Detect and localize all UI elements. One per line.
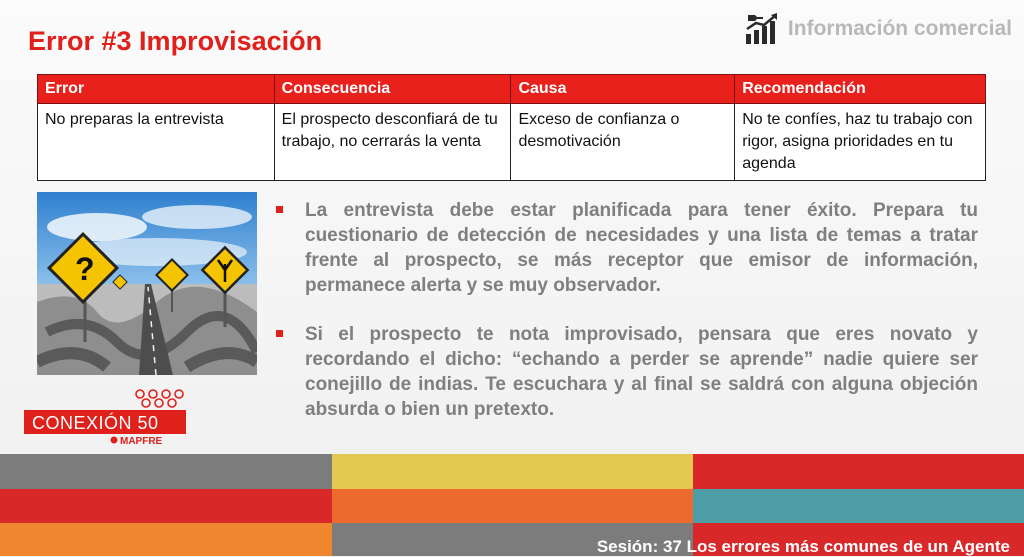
header-recomendacion: Recomendación — [735, 75, 986, 104]
footer-band-orange-light — [0, 523, 332, 556]
svg-text:?: ? — [75, 251, 95, 287]
bullet-square-icon — [276, 206, 283, 213]
table-header-row — [38, 75, 986, 104]
bullet-item — [276, 198, 978, 298]
bullet-text: Si el prospecto te nota improvisado, pensara que eres novato y recordando el dicho: “echando a perder se aprende” nadie quiere ser conejillo de indias. Te escuchara y al final se saldrá con alguna objeción absurda o bien un pretexto. — [305, 324, 978, 420]
bullet-square-icon — [276, 330, 283, 337]
cell-causa: Exceso de confianza o desmotivación — [511, 104, 735, 181]
footer-band-orange — [332, 489, 693, 523]
table-row — [38, 104, 986, 181]
footer-band-red — [693, 454, 1024, 489]
error-table — [37, 74, 986, 181]
brand-label: Información comercial — [787, 17, 1012, 40]
slide-title: Error #3 Improvisación — [28, 26, 323, 56]
session-footer-label: Sesión: 37 Los errores más comunes de un Agente — [596, 537, 1010, 556]
footer-band-gray — [0, 454, 332, 489]
header-causa: Causa — [511, 75, 735, 104]
footer-band-teal — [693, 489, 1024, 523]
header-consecuencia: Consecuencia — [274, 75, 511, 104]
bullet-item — [276, 322, 978, 422]
svg-text:CONEXIÓN 50: CONEXIÓN 50 — [32, 413, 159, 433]
cell-recomendacion: No te confíes, haz tu trabajo con rigor, asigna prioridades en tu agenda — [735, 104, 986, 181]
conexion-50-logo-graphic — [22, 386, 188, 446]
handshake-growth-chart-icon — [744, 12, 780, 46]
header-error: Error — [38, 75, 275, 104]
conexion-50-logo — [22, 386, 188, 446]
brand-header — [744, 12, 1012, 46]
cell-consecuencia: El prospecto desconfiará de tu trabajo, no cerrarás la venta — [274, 104, 511, 181]
footer-band-red-2 — [0, 489, 332, 523]
svg-text:MAPFRE: MAPFRE — [120, 436, 163, 446]
cell-error: No preparas la entrevista — [38, 104, 275, 181]
bullet-list — [276, 198, 978, 446]
bullet-text: La entrevista debe estar planificada para tener éxito. Prepara tu cuestionario de detección de necesidades y una lista de temas a tratar frente al prospecto, se más receptor que emisor de información, permanece alerta y se muy observador. — [305, 200, 978, 296]
road-signs-photo — [37, 192, 257, 375]
footer-band-yellow — [332, 454, 693, 489]
